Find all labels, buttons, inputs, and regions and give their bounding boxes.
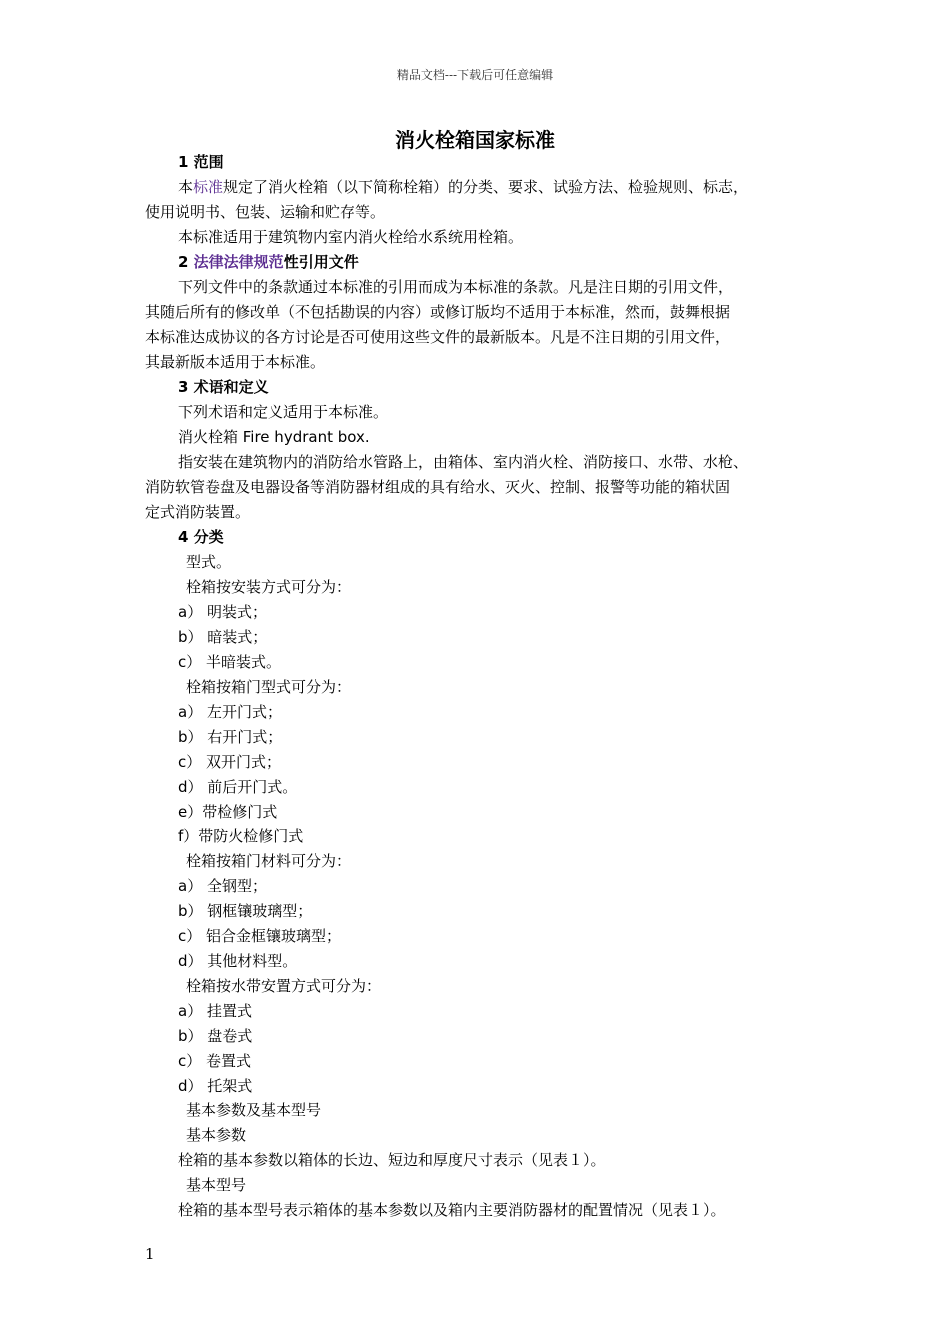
section-1-para-1-cont: 使用说明书、包装、运输和贮存等。: [145, 203, 386, 221]
term-name: 消火栓箱 Fire hydrant box.: [178, 428, 370, 446]
paragraph: 栓箱的基本参数以箱体的长边、短边和厚度尺寸表示（见表１）。: [178, 1151, 606, 1169]
regulation-link[interactable]: 法律法律规范: [193, 253, 284, 271]
document-title: 消火栓箱国家标准: [395, 128, 555, 152]
term-definition: 定式消防装置。: [145, 503, 251, 521]
list-item: b） 右开门式；: [178, 728, 283, 746]
sub-heading: 基本型号: [186, 1176, 247, 1194]
section-2-line: 本标准达成协议的各方讨论是否可使用这些文件的最新版本。凡是不注日期的引用文件，: [145, 328, 731, 346]
section-3-heading: 3 术语和定义: [178, 378, 269, 396]
list-item: c） 铝合金框镶玻璃型；: [178, 927, 342, 945]
sub-heading: 栓箱按安装方式可分为：: [186, 578, 352, 596]
list-item: c） 卷置式: [178, 1052, 252, 1070]
text: 2: [178, 253, 194, 271]
text: 本: [178, 178, 194, 196]
section-3-line: 下列术语和定义适用于本标准。: [178, 403, 389, 421]
list-item: b） 盘卷式: [178, 1027, 253, 1045]
section-2-line: 下列文件中的条款通过本标准的引用而成为本标准的条款。凡是注日期的引用文件，: [178, 278, 734, 296]
sub-heading: 基本参数及基本型号: [186, 1101, 322, 1119]
list-item: e）带检修门式: [178, 803, 278, 821]
section-2-heading: [178, 252, 359, 272]
list-item: d） 托架式: [178, 1077, 253, 1095]
section-1-para-1: [178, 177, 748, 197]
list-item: c） 半暗装式。: [178, 653, 282, 671]
list-item: a） 挂置式: [178, 1002, 252, 1020]
section-2-line: 其最新版本适用于本标准。: [145, 353, 326, 371]
list-item: d） 前后开门式。: [178, 778, 298, 796]
text: 性引用文件: [283, 253, 359, 271]
section-1-para-2: 本标准适用于建筑物内室内消火栓给水系统用栓箱。: [178, 228, 524, 246]
term-definition: 指安装在建筑物内的消防给水管路上，由箱体、室内消火栓、消防接口、水带、水枪、: [178, 453, 749, 471]
list-item: f）带防火检修门式: [178, 827, 304, 845]
section-1-heading: 1 范围: [178, 153, 224, 171]
term-definition: 消防软管卷盘及电器设备等消防器材组成的具有给水、灭火、控制、报警等功能的箱状固: [145, 478, 731, 496]
list-item: d） 其他材料型。: [178, 952, 298, 970]
list-item: a） 左开门式；: [178, 703, 282, 721]
text: 规定了消火栓箱（以下简称栓箱）的分类、要求、试验方法、检验规则、标志，: [223, 178, 749, 196]
sub-heading: 栓箱按箱门型式可分为：: [186, 678, 352, 696]
standard-link[interactable]: 标准: [193, 178, 224, 196]
section-4-heading: 4 分类: [178, 528, 224, 546]
page-number: 1: [145, 1245, 155, 1263]
list-item: b） 钢框镶玻璃型；: [178, 902, 313, 920]
section-2-line: 其随后所有的修改单（不包括勘误的内容）或修订版均不适用于本标准，然而，鼓舞根据: [145, 303, 731, 321]
sub-heading: 基本参数: [186, 1126, 247, 1144]
list-item: a） 明装式；: [178, 603, 267, 621]
sub-heading: 栓箱按水带安置方式可分为：: [186, 977, 382, 995]
paragraph: 栓箱的基本型号表示箱体的基本参数以及箱内主要消防器材的配置情况（见表１）。: [178, 1201, 726, 1219]
page-header: 精品文档---下载后可任意编辑: [396, 68, 554, 82]
list-item: a） 全钢型；: [178, 877, 267, 895]
list-item: c） 双开门式；: [178, 753, 282, 771]
sub-heading: 型式。: [186, 553, 232, 571]
list-item: b） 暗装式；: [178, 628, 268, 646]
sub-heading: 栓箱按箱门材料可分为：: [186, 852, 352, 870]
